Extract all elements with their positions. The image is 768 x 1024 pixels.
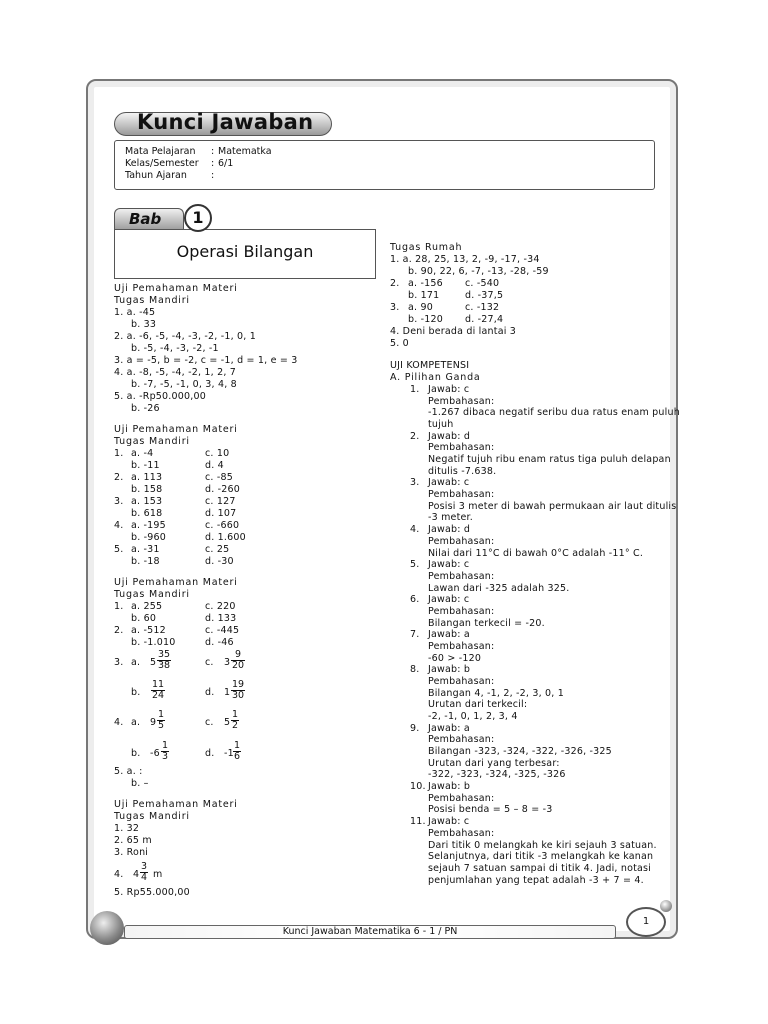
answer-line: b. – (131, 778, 149, 789)
item-answer: Jawab: c (428, 816, 470, 828)
denominator: 30 (232, 690, 245, 701)
explanation-line: -60 > -120 (428, 652, 482, 664)
answer-label: b. (131, 748, 141, 759)
explanation-line: tujuh (428, 419, 454, 431)
info-label: Mata Pelajaran (125, 146, 196, 157)
answer-number: 2. (390, 278, 400, 289)
whole-number: 4 (133, 869, 140, 880)
decorative-knob (90, 911, 124, 945)
fraction (157, 650, 171, 671)
answer-line: b. -5, -4, -3, -2, -1 (131, 343, 219, 354)
answer-cell: d. -260 (205, 484, 241, 495)
explanation-heading: Pembahasan: (428, 570, 495, 582)
answer-number: 5. (114, 544, 124, 555)
answer-line: b. 90, 22, 6, -7, -13, -28, -59 (408, 266, 549, 277)
explanation-heading: Pembahasan: (428, 489, 495, 501)
numerator: 35 (158, 649, 171, 660)
answer-cell: a. 153 (131, 496, 163, 507)
item-answer: Jawab: b (428, 664, 471, 676)
answer-label: a. (131, 717, 141, 728)
explanation-line: Bilangan -323, -324, -322, -326, -325 (428, 746, 612, 758)
answer-cell: b. -18 (131, 556, 160, 567)
answer-line: 4. a. -8, -5, -4, -2, 1, 2, 7 (114, 367, 237, 378)
answer-cell: b. 618 (131, 508, 163, 519)
section-heading: UJI KOMPETENSI (390, 360, 470, 371)
item-answer: Jawab: b (428, 781, 471, 793)
answer-cell: c. -660 (205, 520, 240, 531)
explanation-heading: Pembahasan: (428, 395, 495, 407)
explanation-line: penjumlahan yang tepat adalah -3 + 7 = 4. (428, 874, 644, 886)
answer-line: b. -7, -5, -1, 0, 3, 4, 8 (131, 379, 237, 390)
answer-cell: b. -11 (131, 460, 160, 471)
explanation-heading: Pembahasan: (428, 535, 495, 547)
explanation-line: -1.267 dibaca negatif seribu dua ratus enam puluh (428, 407, 680, 419)
answer-line: 1. 32 (114, 823, 140, 834)
item-number: 1. (410, 384, 420, 395)
numerator: 9 (231, 650, 245, 661)
item-answer: Jawab: c (428, 477, 470, 489)
answer-number: 3. (390, 302, 400, 313)
answer-number: 4. (114, 717, 124, 728)
item-number: 10. (410, 781, 426, 793)
explanation-heading: Pembahasan: (428, 792, 495, 804)
fraction (233, 741, 241, 762)
answer-cell: a. 90 (408, 302, 433, 313)
whole-number: 3 (224, 657, 231, 668)
answer-line: 3. Roni (114, 847, 149, 858)
denominator: 6 (234, 751, 241, 762)
explanation-line: Bilangan 4, -1, 2, -2, 3, 0, 1 (428, 687, 564, 699)
footer-bar (124, 925, 616, 939)
answer-cell: a. -4 (131, 448, 154, 459)
fraction (231, 680, 245, 701)
section-heading: Uji Pemahaman Materi (114, 799, 238, 810)
item-number: 4. (410, 524, 420, 536)
answer-line: 4. Deni berada di lantai 3 (390, 326, 517, 337)
item-answer: Jawab: d (428, 430, 471, 442)
explanation-line: -322, -323, -324, -325, -326 (428, 769, 566, 781)
answer-cell: b. -1.010 (131, 637, 176, 648)
answer-cell: b. 60 (131, 613, 157, 624)
denominator: 20 (232, 660, 245, 671)
answer-cell: d. 1.600 (205, 532, 246, 543)
answer-number: 4. (114, 520, 124, 531)
answer-number: 2. (114, 625, 124, 636)
explanation-line: -3 meter. (428, 512, 474, 524)
answer-number: 3. (114, 657, 124, 668)
title-banner (114, 112, 332, 136)
answer-cell: c. 10 (205, 448, 230, 459)
item-number: 9. (410, 722, 420, 734)
explanation-heading: Pembahasan: (428, 827, 495, 839)
page-title: Kunci Jawaban (137, 110, 314, 134)
answer-cell: a. -195 (131, 520, 166, 531)
answer-line: b. 33 (131, 319, 157, 330)
explanation-heading: Pembahasan: (428, 676, 495, 687)
page-number: 1 (642, 916, 650, 927)
info-separator: : (211, 158, 215, 169)
answer-cell: d. -27,4 (465, 314, 504, 325)
answer-label: d. (205, 748, 215, 759)
answer-cell: c. -445 (205, 625, 240, 636)
answer-cell: a. -31 (131, 544, 160, 555)
info-value: Matematka (218, 146, 272, 157)
denominator: 38 (158, 660, 171, 671)
whole-number: 1 (224, 687, 231, 698)
answer-number: 2. (114, 472, 124, 483)
explanation-line: Posisi benda = 5 – 8 = -3 (428, 804, 553, 816)
numerator: 1 (162, 740, 169, 751)
answer-line: 5. 0 (390, 338, 409, 349)
item-answer: Jawab: d (428, 524, 471, 536)
answer-cell: b. 158 (131, 484, 163, 495)
answer-line: 5. Rp55.000,00 (114, 887, 190, 898)
numerator: 11 (152, 679, 165, 690)
chapter-number: 1 (184, 204, 212, 232)
answer-cell: d. 107 (205, 508, 237, 519)
whole-number: 9 (150, 717, 157, 728)
item-answer: Jawab: c (428, 594, 470, 606)
item-answer: Jawab: a (428, 722, 470, 734)
section-subheading: Tugas Mandiri (114, 436, 190, 447)
denominator: 5 (158, 720, 165, 731)
info-separator: : (211, 170, 215, 181)
answer-label: b. (131, 687, 141, 698)
denominator: 4 (141, 872, 148, 883)
footer-text: Kunci Jawaban Matematika 6 - 1 / PN (282, 926, 458, 937)
numerator: 3 (141, 861, 148, 872)
item-answer: Jawab: a (428, 629, 470, 641)
denominator: 2 (232, 720, 239, 731)
explanation-line: Nilai dari 11°C di bawah 0°C adalah -11° C. (428, 547, 644, 559)
section-subheading: Tugas Mandiri (114, 811, 190, 822)
answer-number: 1. (114, 601, 124, 612)
numerator: 1 (158, 709, 165, 720)
item-number: 7. (410, 629, 420, 641)
section-heading: Uji Pemahaman Materi (114, 577, 238, 588)
answer-line: 1. a. -45 (114, 307, 156, 318)
section-subheading: Tugas Mandiri (114, 589, 190, 600)
section-heading: Uji Pemahaman Materi (114, 283, 238, 294)
explanation-heading: Pembahasan: (428, 640, 495, 652)
item-answer: Jawab: c (428, 559, 470, 571)
denominator: 3 (162, 751, 169, 762)
answer-cell: c. 127 (205, 496, 236, 507)
fraction (157, 710, 165, 731)
answer-cell: d. -37,5 (465, 290, 504, 301)
info-box (114, 140, 655, 190)
denominator: 24 (152, 690, 165, 701)
answer-label: c. (205, 657, 214, 668)
answer-cell: b. 171 (408, 290, 440, 301)
answer-label: a. (131, 657, 141, 668)
whole-number: -6 (150, 748, 160, 759)
answer-cell: d. -46 (205, 637, 234, 648)
item-number: 3. (410, 477, 420, 489)
fraction (140, 862, 148, 883)
answer-cell: c. -85 (205, 472, 233, 483)
answer-label: d. (205, 687, 215, 698)
fraction (161, 741, 169, 762)
info-label: Tahun Ajaran (125, 170, 187, 181)
item-answer: Jawab: c (428, 384, 470, 395)
answer-line: 2. a. -6, -5, -4, -3, -2, -1, 0, 1 (114, 331, 256, 342)
explanation-line: Posisi 3 meter di bawah permukaan air laut ditulis (428, 500, 677, 512)
explanation-line: Bilangan terkecil = -20. (428, 617, 545, 629)
answer-cell: d. 4 (205, 460, 224, 471)
section-heading: Tugas Rumah (390, 242, 463, 253)
explanation-heading: Pembahasan: (428, 605, 495, 617)
explanation-line: Dari titik 0 melangkah ke kiri sejauh 3 satuan. (428, 839, 657, 851)
answer-line: 5. a. -Rp50.000,00 (114, 391, 206, 402)
answer-cell: a. -156 (408, 278, 443, 289)
answer-cell: a. 113 (131, 472, 163, 483)
fraction (231, 650, 245, 671)
answer-cell: d. 133 (205, 613, 237, 624)
explanation-heading: Pembahasan: (428, 734, 495, 746)
answer-line: 5. a. : (114, 766, 143, 777)
explanation-line: Urutan dari terkecil: (428, 699, 528, 711)
item-number: 6. (410, 594, 420, 606)
numerator: 1 (232, 709, 239, 720)
answer-cell: d. -30 (205, 556, 234, 567)
numerator: 1 (234, 740, 241, 751)
explanation-heading: Pembahasan: (428, 442, 495, 454)
chapter-title-box (114, 229, 376, 279)
answer-line: b. -26 (131, 403, 160, 414)
answer-cell: c. 25 (205, 544, 230, 555)
page-number-badge (626, 907, 666, 937)
answer-number: 4. (114, 869, 124, 880)
whole-number: 5 (224, 717, 231, 728)
answer-line: 3. a = -5, b = -2, c = -1, d = 1, e = 3 (114, 355, 298, 366)
answer-cell: b. -960 (131, 532, 167, 543)
answer-cell: c. -540 (465, 278, 500, 289)
answer-cell: a. 255 (131, 601, 163, 612)
section-heading: Uji Pemahaman Materi (114, 424, 238, 435)
item-number: 11. (410, 816, 426, 828)
chapter-tab (114, 208, 184, 230)
whole-number: 5 (150, 657, 157, 668)
answer-line: 1. a. 28, 25, 13, 2, -9, -17, -34 (390, 254, 540, 265)
answer-cell: c. 220 (205, 601, 236, 612)
section-subheading: A. Pilihan Ganda (390, 372, 481, 383)
explanation-line: Negatif tujuh ribu enam ratus tiga puluh delapan (428, 454, 671, 466)
explanation-line: Selanjutnya, dari titik -3 melangkah ke kanan (428, 851, 654, 863)
chapter-label: Bab (129, 210, 162, 228)
item-number: 8. (410, 664, 420, 676)
info-separator: : (211, 146, 215, 157)
item-number: 2. (410, 430, 420, 442)
explanation-line: Lawan dari -325 adalah 325. (428, 582, 570, 594)
answer-line: 2. 65 m (114, 835, 152, 846)
info-value: 6/1 (218, 158, 234, 169)
explanation-line: sejauh 7 satuan sampai di titik 4. Jadi, notasi (428, 862, 652, 874)
answer-number: 1. (114, 448, 124, 459)
explanation-line: Urutan dari yang terbesar: (428, 757, 560, 769)
answer-label: c. (205, 717, 214, 728)
decorative-dot (660, 900, 672, 912)
item-number: 5. (410, 559, 420, 571)
answer-number: 3. (114, 496, 124, 507)
unit: m (153, 869, 163, 880)
explanation-line: ditulis -7.638. (428, 465, 497, 477)
info-label: Kelas/Semester (125, 158, 199, 169)
answer-cell: b. -120 (408, 314, 444, 325)
fraction (231, 710, 239, 731)
numerator: 19 (232, 679, 245, 690)
fraction (151, 680, 165, 701)
answer-cell: c. -132 (465, 302, 500, 313)
section-subheading: Tugas Mandiri (114, 295, 190, 306)
chapter-title: Operasi Bilangan (176, 242, 314, 261)
explanation-line: -2, -1, 0, 1, 2, 3, 4 (428, 711, 518, 723)
answer-cell: a. -512 (131, 625, 166, 636)
whole-number: -1 (224, 748, 234, 759)
